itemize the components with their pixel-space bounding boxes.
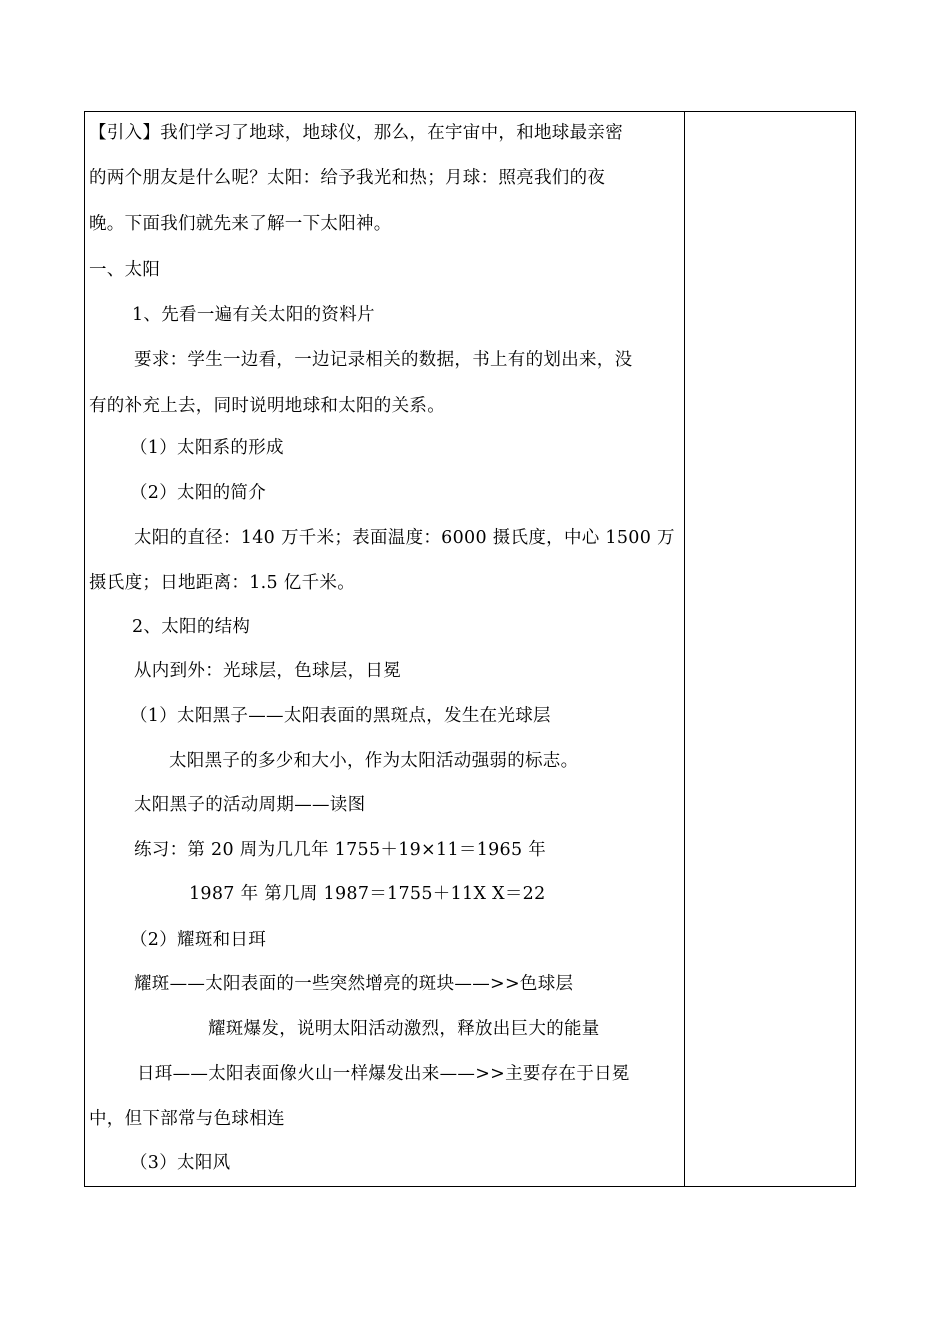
exercise-line: 练习：第 20 周为几几年 1755＋19×11＝1965 年 xyxy=(134,840,547,860)
text-line: 太阳的直径：140 万千米；表面温度：6000 摄氏度，中心 1500 万 xyxy=(134,528,675,548)
text-line: 耀斑爆发，说明太阳活动激烈，释放出巨大的能量 xyxy=(208,1019,600,1039)
text-line: 耀斑——太阳表面的一些突然增亮的斑块——>>色球层 xyxy=(134,974,574,994)
text-line: 从内到外：光球层，色球层，日冕 xyxy=(134,661,401,681)
text-line: 有的补充上去，同时说明地球和太阳的关系。 xyxy=(89,396,445,416)
section-heading: 一、太阳 xyxy=(89,260,161,280)
subsection-heading: 1、先看一遍有关太阳的资料片 xyxy=(132,305,375,325)
text-line: 中，但下部常与色球相连 xyxy=(89,1109,285,1129)
text-line: 太阳黑子的多少和大小，作为太阳活动强弱的标志。 xyxy=(169,751,579,771)
exercise-line: 1987 年 第几周 1987＝1755＋11X X＝22 xyxy=(189,884,546,904)
text-line: 摄氏度；日地距离：1.5 亿千米。 xyxy=(89,573,355,593)
text-line: 太阳黑子的活动周期——读图 xyxy=(134,795,366,815)
subsection-heading: 2、太阳的结构 xyxy=(132,617,251,637)
notes-cell xyxy=(685,112,855,1186)
list-item: （2）太阳的简介 xyxy=(130,483,267,503)
list-item: （3）太阳风 xyxy=(130,1153,231,1173)
list-item: （1）太阳系的形成 xyxy=(130,438,284,458)
lesson-content-cell xyxy=(85,112,683,1186)
text-line: 【引入】我们学习了地球，地球仪，那么，在宇宙中，和地球最亲密 xyxy=(89,123,623,143)
text-line: 要求：学生一边看，一边记录相关的数据，书上有的划出来，没 xyxy=(134,350,633,370)
text-line: 的两个朋友是什么呢？太阳：给予我光和热；月球：照亮我们的夜 xyxy=(89,168,606,188)
text-line: 日珥——太阳表面像火山一样爆发出来——>>主要存在于日冕 xyxy=(137,1064,630,1084)
list-item: （1）太阳黑子——太阳表面的黑斑点，发生在光球层 xyxy=(130,706,551,726)
text-line: 晚。下面我们就先来了解一下太阳神。 xyxy=(89,214,392,234)
list-item: （2）耀斑和日珥 xyxy=(130,930,267,950)
